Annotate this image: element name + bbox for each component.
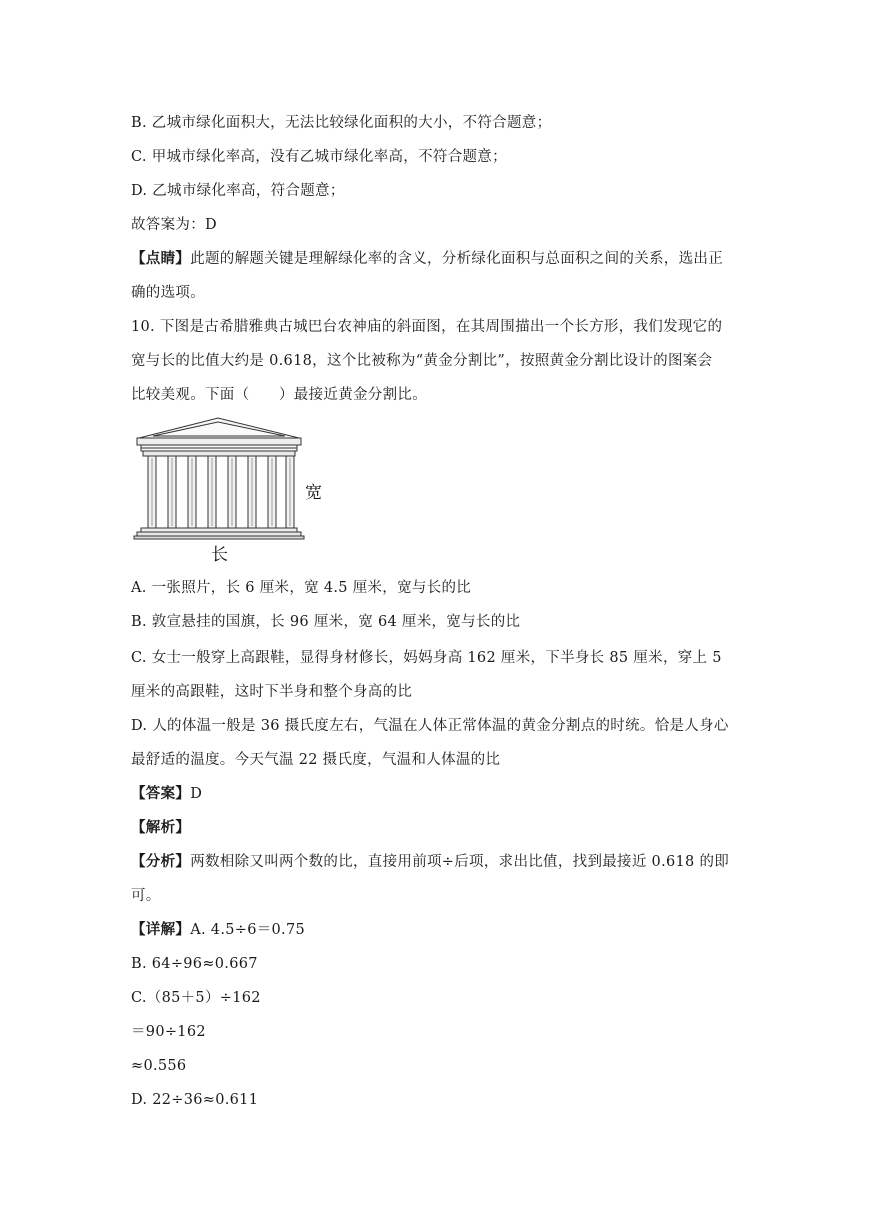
detail-line-1 <box>131 920 751 940</box>
comment-line-1 <box>131 249 751 269</box>
option-d-line-1: D. 人的体温一般是 36 摄氏度左右，气温在人体正常体温的黄金分割点的时统。恰是人身心 <box>131 718 729 734</box>
option-a: A. 一张照片，长 6 厘米，宽 4.5 厘米，宽与长的比 <box>131 580 472 596</box>
comment-text: 此题的解题关键是理解绿化率的含义，分析绿化面积与总面积之间的关系，选出正 <box>190 251 723 267</box>
analysis-line-2: 可。 <box>131 888 161 904</box>
question-10-line-3: 比较美观。下面（ ）最接近黄金分割比。 <box>131 387 427 403</box>
detail-tag: 【详解】 <box>131 921 191 938</box>
detail-d: D. 22÷36≈0.611 <box>131 1092 259 1108</box>
option-d-analysis: D. 乙城市绿化率高，符合题意； <box>131 183 345 199</box>
width-label: 宽 <box>305 483 322 503</box>
analysis-text: 两数相除又叫两个数的比，直接用前项÷后项，求出比值，找到最接近 0.618 的即 <box>190 854 730 870</box>
length-label: 长 <box>211 545 228 565</box>
analysis-line-1 <box>131 852 751 872</box>
option-b: B. 敦宣悬挂的国旗，长 96 厘米，宽 64 厘米，宽与长的比 <box>131 614 521 630</box>
explanation-tag-text: 【解析】 <box>131 819 191 836</box>
detail-b: B. 64÷96≈0.667 <box>131 956 258 972</box>
question-10-line-2: 宽与长的比值大约是 0.618，这个比被称为“黄金分割比”，按照黄金分割比设计的图案会 <box>131 353 713 369</box>
answer-value: D <box>190 786 203 802</box>
answer-line <box>131 784 751 804</box>
analysis-tag: 【分析】 <box>131 853 191 870</box>
detail-a: A. 4.5÷6＝0.75 <box>190 922 306 938</box>
comment-line-2: 确的选项。 <box>131 285 205 301</box>
option-b-analysis: B. 乙城市绿化面积大，无法比较绿化面积的大小，不符合题意； <box>131 115 552 131</box>
detail-c-line-3: ≈0.556 <box>131 1058 187 1074</box>
comment-tag: 【点睛】 <box>131 250 191 267</box>
question-10-line-1: 10. 下图是古希腊雅典古城巴台农神庙的斜面图，在其周围描出一个长方形，我们发现它的 <box>131 319 723 335</box>
answer-tag: 【答案】 <box>131 785 191 802</box>
option-c-line-2: 厘米的高跟鞋，这时下半身和整个身高的比 <box>131 684 413 700</box>
detail-c-line-1: C.（85＋5）÷162 <box>131 990 261 1006</box>
detail-c-line-2: ＝90÷162 <box>131 1024 206 1040</box>
answer-statement: 故答案为：D <box>131 217 217 233</box>
parthenon-figure <box>131 412 341 565</box>
option-c-line-1: C. 女士一般穿上高跟鞋，显得身材修长，妈妈身高 162 厘米，下半身长 85 厘米，穿上 5 <box>131 650 722 666</box>
option-d-line-2: 最舒适的温度。今天气温 22 摄氏度，气温和人体温的比 <box>131 752 501 768</box>
explanation-tag <box>131 818 751 838</box>
option-c-analysis: C. 甲城市绿化率高，没有乙城市绿化率高，不符合题意； <box>131 149 507 165</box>
